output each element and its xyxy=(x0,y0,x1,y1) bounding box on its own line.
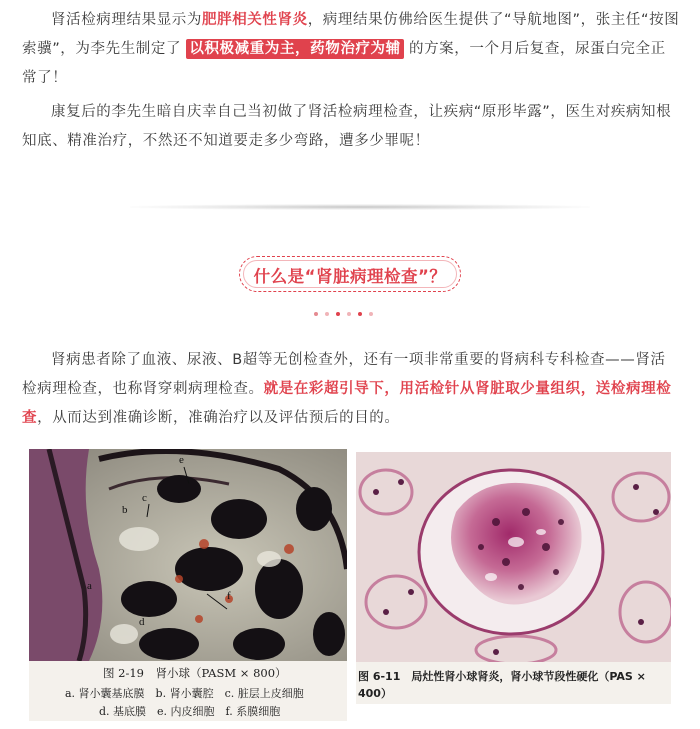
dot xyxy=(358,312,362,316)
paragraph-definition xyxy=(22,346,680,433)
text: 的方案，一个月后复查，尿蛋白完全正常了！ xyxy=(22,41,666,86)
dot xyxy=(347,312,351,316)
text: ，病理结果仿佛给医生提供了“导航地图”，张主任“按图索骥”，为李先生制定了 xyxy=(22,12,680,57)
figure-label-a: a xyxy=(87,580,92,592)
decorative-dots xyxy=(314,312,373,320)
section-title: 什么是“肾脏病理检查”？ xyxy=(253,267,447,286)
figure-label-d: d xyxy=(139,616,145,628)
paragraph-recovery: 康复后的李先生暗自庆幸自己当初做了肾活检病理检查，让疾病“原形毕露”，医生对疾病知根知底、精准治疗，不然还不知道要走多少弯路，遭多少罪呢！ xyxy=(22,104,672,149)
micrograph-image xyxy=(29,449,347,661)
figure-label-e: e xyxy=(179,454,184,466)
text: 肾活检病理结果显示为 xyxy=(51,12,202,28)
figure-label-c: c xyxy=(142,492,147,504)
dot xyxy=(314,312,318,316)
dot xyxy=(336,312,340,316)
highlight-plan: 以积极减重为主，药物治疗为辅 xyxy=(186,39,403,59)
dot xyxy=(369,312,373,316)
dot xyxy=(325,312,329,316)
text: ，从而达到准确诊断，准确治疗以及评估预后的目的。 xyxy=(37,410,400,426)
figure-caption-title: 图 2-19 肾小球（PASM × 800） xyxy=(103,666,287,680)
figure-label-b: b xyxy=(122,504,128,516)
section-title-box xyxy=(239,256,461,292)
figure-caption-line: a. 肾小囊基底膜 b. 肾小囊腔 c. 脏层上皮细胞 xyxy=(65,687,304,700)
figure-label-f: f xyxy=(227,590,231,602)
micrograph-image xyxy=(356,452,671,662)
paragraph-result xyxy=(22,6,680,93)
figure-focal-glomerulonephritis xyxy=(356,452,671,704)
section-divider xyxy=(130,204,590,210)
text: 肾病患者除了血液、尿液、B超等无创检查外，还有一项非常重要的肾病科专科检查——肾活检病理检查，也称肾穿刺病理检查。 xyxy=(22,352,666,397)
highlight-diagnosis: 肥胖相关性肾炎 xyxy=(202,12,308,28)
figure-caption-line: d. 基底膜 e. 内皮细胞 f. 系膜细胞 xyxy=(99,705,281,718)
highlight-procedure: 就是在彩超引导下，用活检针从肾脏取少量组织，送检病理检查 xyxy=(22,381,672,426)
figure-glomerulus-pasm xyxy=(29,449,347,721)
figure-caption: 图 6-11 局灶性肾小球肾炎，肾小球节段性硬化（PAS × 400） xyxy=(358,670,646,700)
